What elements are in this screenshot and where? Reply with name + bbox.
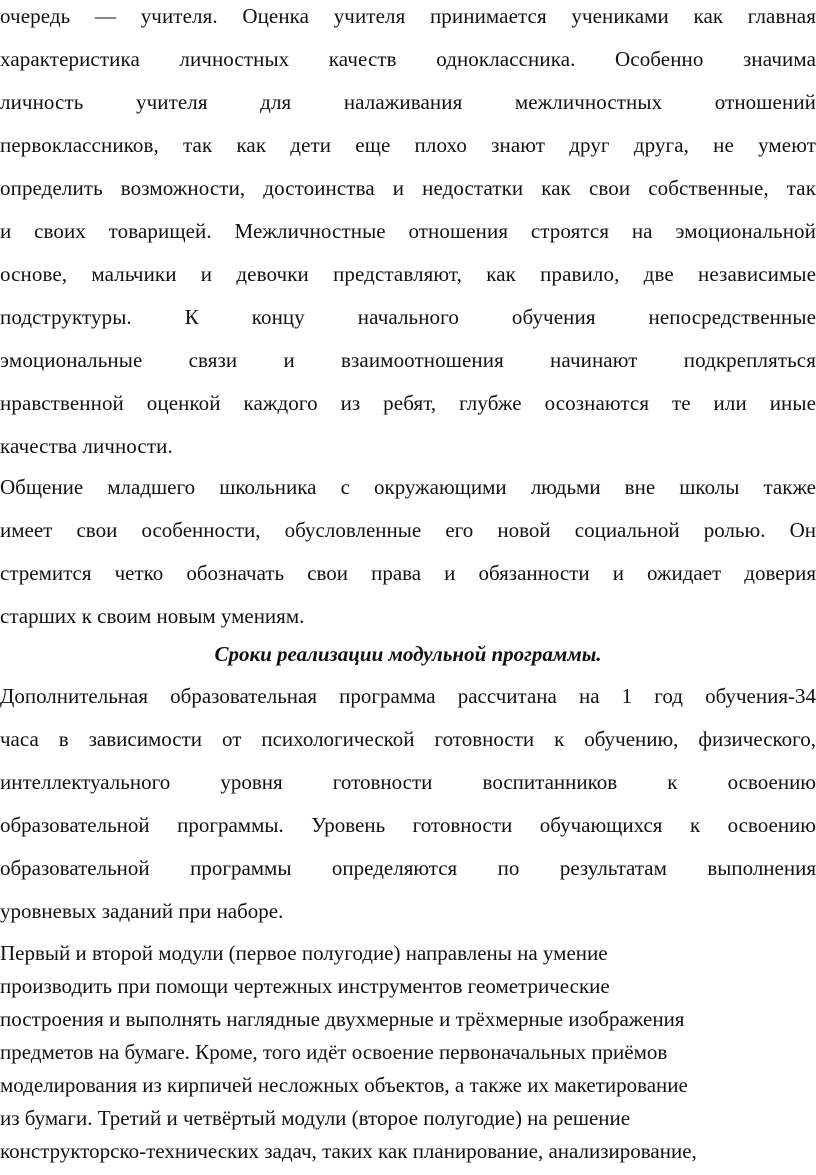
section-heading: Сроки реализации модульной программы. xyxy=(214,642,602,666)
p1-line-6: и своих товарищей. Межличностные отношения строятся на эмоциональной xyxy=(0,219,816,243)
p3-line-2: часа в зависимости от психологической готовности к обучению, физического, xyxy=(0,727,816,751)
p4-line-6: из бумаги. Третий и четвёртый модули (второе полугодие) на решение xyxy=(0,1106,631,1130)
p3-line-5: образовательной программы определяются по результатам выполнения xyxy=(0,856,816,880)
p4-line-3: построения и выполнять наглядные двухмерные и трёхмерные изображения xyxy=(0,1007,685,1031)
p2-line-1: Общение младшего школьника с окружающими людьми вне школы также xyxy=(0,475,816,499)
p4-line-5: моделирования из кирпичей несложных объектов, а также их макетирование xyxy=(0,1073,688,1097)
p4-line-4: предметов на бумаге. Кроме, того идёт освоение первоначальных приёмов xyxy=(0,1040,668,1064)
p1-line-9: эмоциональные связи и взаимоотношения начинают подкрепляться xyxy=(0,348,816,372)
p2-line-4: старших к своим новым умениям. xyxy=(0,604,305,628)
p3-line-6: уровневых заданий при наборе. xyxy=(0,899,284,923)
p2-line-3: стремится четко обозначать свои права и обязанности и ожидает доверия xyxy=(0,561,816,585)
p1-line-2: характеристика личностных качеств одноклассника. Особенно значима xyxy=(0,47,816,71)
p1-line-3: личность учителя для налаживания межличностных отношений xyxy=(0,90,816,114)
p1-line-1: очередь — учителя. Оценка учителя принимается учениками как главная xyxy=(0,4,816,28)
p1-line-5: определить возможности, достоинства и недостатки как свои собственные, так xyxy=(0,176,816,200)
p2-line-2: имеет свои особенности, обусловленные его новой социальной ролью. Он xyxy=(0,518,816,542)
p1-line-8: подструктуры. К концу начального обучения непосредственные xyxy=(0,305,816,329)
p4-line-7: конструкторско-технических задач, таких как планирование, анализирование, xyxy=(0,1139,697,1163)
p4-line-2: производить при помощи чертежных инструментов геометрические xyxy=(0,974,610,998)
p3-line-4: образовательной программы. Уровень готовности обучающихся к освоению xyxy=(0,813,816,837)
p4-line-1: Первый и второй модули (первое полугодие) направлены на умение xyxy=(0,941,608,965)
p1-line-4: первоклассников, так как дети еще плохо знают друг друга, не умеют xyxy=(0,133,816,157)
p3-line-3: интеллектуального уровня готовности воспитанников к освоению xyxy=(0,770,816,794)
p3-line-1: Дополнительная образовательная программа рассчитана на 1 год обучения-34 xyxy=(0,684,816,708)
p1-line-7: основе, мальчики и девочки представляют, как правило, две независимые xyxy=(0,262,816,286)
p1-line-11: качества личности. xyxy=(0,434,173,458)
p1-line-10: нравственной оценкой каждого из ребят, глубже осознаются те или иные xyxy=(0,391,816,415)
